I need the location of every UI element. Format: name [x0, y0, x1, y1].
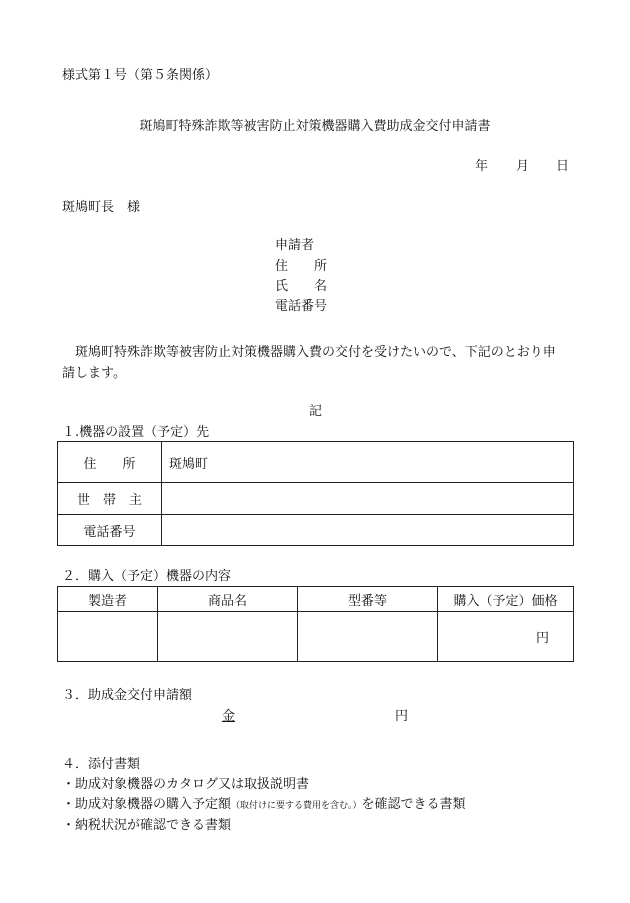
- document-title: 斑鳩町特殊詐欺等被害防止対策機器購入費助成金交付申請書: [139, 119, 491, 134]
- applicant-name-label: 氏 名: [275, 279, 328, 294]
- table-row: [58, 612, 574, 662]
- date-year: 年: [475, 159, 489, 174]
- price-value: 円: [438, 612, 574, 662]
- section4-heading: ４．添付書類: [62, 757, 141, 772]
- address-label: 住 所: [58, 442, 162, 483]
- table-row: [58, 515, 574, 546]
- date-day: 日: [556, 159, 570, 174]
- householder-value: [162, 483, 574, 515]
- body-text-line1: 斑鳩町特殊詐欺等被害防止対策機器購入費の交付を受けたいので、下記のとおり申: [75, 345, 556, 360]
- section1-heading: １.機器の設置（予定）先: [62, 425, 210, 440]
- attachment-item-2-note: （取付けに要する費用を含む。）: [231, 801, 362, 811]
- header-manufacturer: 製造者: [58, 587, 158, 612]
- date-month: 月: [516, 159, 530, 174]
- amount-suffix: 円: [394, 709, 408, 724]
- table-row: [58, 442, 574, 483]
- attachment-item-2: [62, 797, 466, 814]
- attachment-item-3: ・納税状況が確認できる書類: [62, 818, 232, 833]
- section2-heading: ２．購入（予定）機器の内容: [62, 569, 232, 584]
- applicant-phone-label: 電話番号: [275, 299, 328, 314]
- phone-label: 電話番号: [58, 515, 162, 546]
- attachment-item-2-main: ・助成対象機器の購入予定額: [62, 797, 232, 812]
- applicant-heading: 申請者: [275, 238, 315, 253]
- section3-heading: ３．助成金交付申請額: [62, 688, 193, 703]
- attachment-item-1: ・助成対象機器のカタログ又は取扱説明書: [62, 777, 310, 792]
- manufacturer-value: [58, 612, 158, 662]
- attachment-item-2-end: を確認できる書類: [361, 797, 466, 812]
- model-number-value: [298, 612, 438, 662]
- amount-field: [222, 709, 408, 725]
- form-number: 様式第１号（第５条関係）: [62, 68, 219, 83]
- applicant-address-label: 住 所: [275, 259, 328, 274]
- installation-table: [57, 441, 574, 546]
- householder-label: 世 帯 主: [58, 483, 162, 515]
- ki-label: 記: [309, 404, 323, 419]
- product-name-value: [158, 612, 298, 662]
- phone-value: [162, 515, 574, 546]
- address-value: 斑鳩町: [162, 442, 574, 483]
- table-header-row: [58, 587, 574, 612]
- equipment-table: [57, 586, 574, 662]
- table-row: [58, 483, 574, 515]
- addressee: 斑鳩町長 様: [62, 200, 141, 215]
- header-price: 購入（予定）価格: [438, 587, 574, 612]
- amount-prefix: 金: [222, 709, 236, 724]
- body-text-line2: 請します。: [62, 366, 126, 381]
- header-product-name: 商品名: [158, 587, 298, 612]
- header-model-number: 型番等: [298, 587, 438, 612]
